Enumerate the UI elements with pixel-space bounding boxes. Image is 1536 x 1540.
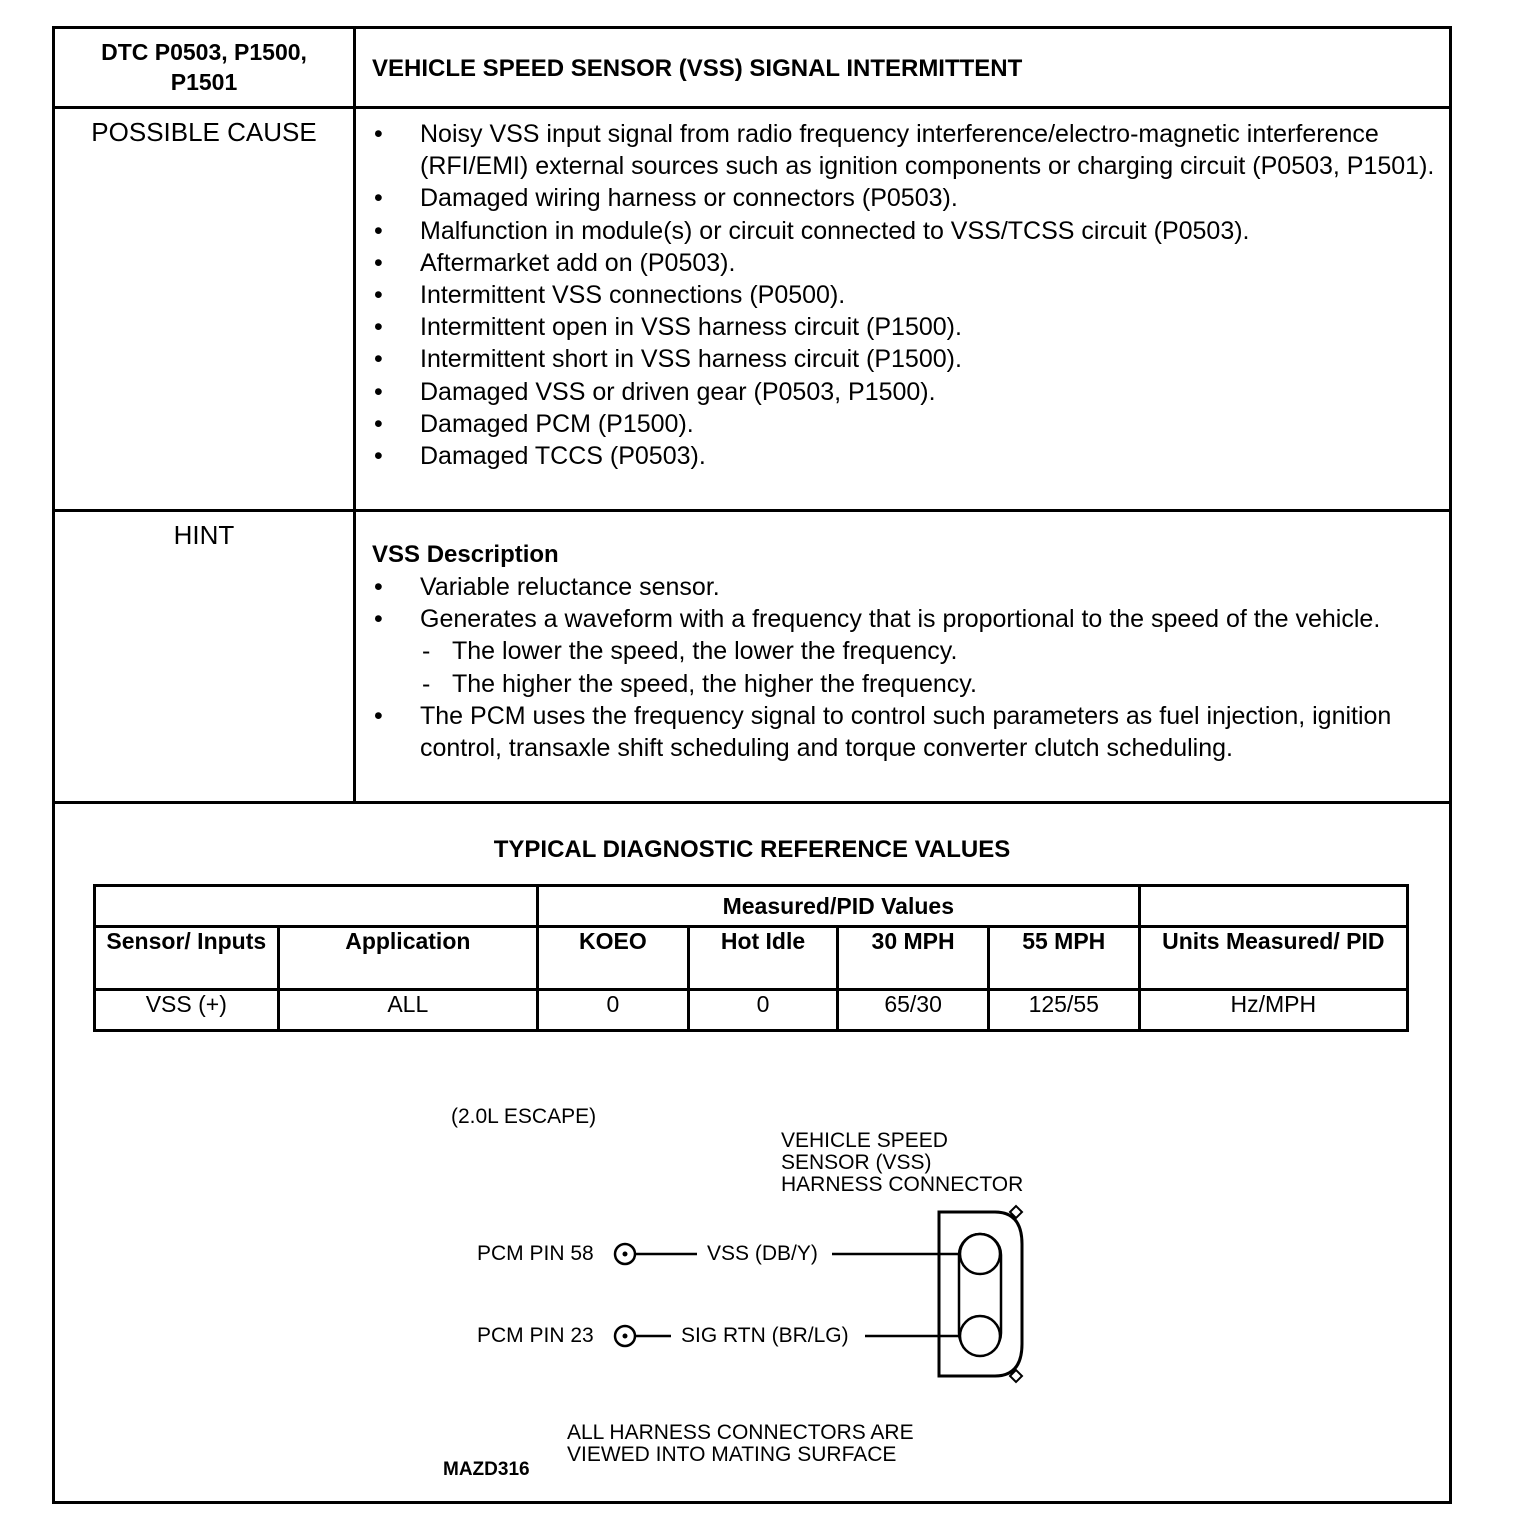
- list-item: • Variable reluctance sensor.: [372, 571, 1449, 603]
- column-header: 30 MPH: [838, 927, 989, 990]
- list-item: • Damaged TCCS (P0503).: [372, 440, 1449, 472]
- column-header: Hot Idle: [688, 927, 838, 990]
- list-item: • Damaged PCM (P1500).: [372, 408, 1449, 440]
- list-item: • Damaged VSS or driven gear (P0503, P1500).: [372, 376, 1449, 408]
- dtc-cell: [55, 29, 356, 106]
- hint-list: [372, 571, 1449, 764]
- list-item-text: Generates a waveform with a frequency that is proportional to the speed of the vehicle.: [420, 605, 1381, 634]
- group-header: Measured/PID Values: [538, 886, 1140, 927]
- sub-list-item: - The higher the speed, the higher the frequency.: [420, 668, 1449, 700]
- table-cell: Hz/MPH: [1139, 990, 1407, 1031]
- column-header: Application: [278, 927, 537, 990]
- header-row: [55, 29, 1449, 109]
- model-label: (2.0L ESCAPE): [451, 1105, 597, 1128]
- sub-list: [420, 635, 1449, 699]
- connector-label-line2: SENSOR (VSS): [781, 1151, 932, 1174]
- table-cell: 125/55: [988, 990, 1139, 1031]
- possible-cause-list: [372, 118, 1449, 472]
- dtc-codes: DTC P0503, P1500, P1501: [101, 39, 307, 95]
- hint-row: [55, 512, 1449, 804]
- table-cell: 0: [688, 990, 838, 1031]
- list-item: • Intermittent VSS connections (P0500).: [372, 279, 1449, 311]
- pin-23-label: PCM PIN 23: [477, 1324, 594, 1347]
- list-item: [372, 603, 1449, 700]
- table-cell: ALL: [278, 990, 537, 1031]
- dtc-table: [52, 26, 1452, 1504]
- connector-pin-icon: [960, 1234, 1000, 1274]
- connector-label-line1: VEHICLE SPEED: [781, 1129, 948, 1152]
- connector-drawing: [55, 804, 1449, 1501]
- column-header: KOEO: [538, 927, 689, 990]
- page-title: VEHICLE SPEED SENSOR (VSS) SIGNAL INTERMITTENT: [372, 55, 1023, 82]
- table-cell: 0: [538, 990, 689, 1031]
- connector-pin-icon: [960, 1316, 1000, 1356]
- list-item: • Intermittent open in VSS harness circuit (P1500).: [372, 311, 1449, 343]
- pin-58-label: PCM PIN 58: [477, 1242, 594, 1265]
- column-header: 55 MPH: [988, 927, 1139, 990]
- column-header: Units Measured/ PID: [1139, 927, 1407, 990]
- note-line2: VIEWED INTO MATING SURFACE: [567, 1443, 897, 1466]
- column-header: Sensor/ Inputs: [95, 927, 279, 990]
- list-item: • The PCM uses the frequency signal to control such parameters as fuel injection, ignition control, transaxle shift scheduling and torque converter clutch scheduling.: [372, 700, 1449, 764]
- vss-description-heading: VSS Description: [372, 541, 559, 568]
- possible-cause-row: [55, 109, 1449, 512]
- sig-rtn-wire-label: SIG RTN (BR/LG): [681, 1324, 849, 1347]
- list-item: • Intermittent short in VSS harness circuit (P1500).: [372, 343, 1449, 375]
- figure-code: MAZD316: [443, 1459, 530, 1480]
- reference-section: [55, 804, 1449, 1501]
- vss-wire-label: VSS (DB/Y): [707, 1242, 818, 1265]
- possible-cause-label: POSSIBLE CAUSE: [91, 117, 317, 147]
- list-item: • Aftermarket add on (P0503).: [372, 247, 1449, 279]
- list-item: • Noisy VSS input signal from radio frequency interference/electro-magnetic interference (RFI/EMI) external sources such as ignition components or charging circuit (P0503, P1501).: [372, 118, 1449, 182]
- hint-label: HINT: [173, 520, 235, 550]
- connector-diagram: [55, 804, 1449, 1501]
- table-cell: VSS (+): [95, 990, 279, 1031]
- reference-title: TYPICAL DIAGNOSTIC REFERENCE VALUES: [493, 836, 1011, 863]
- note-line1: ALL HARNESS CONNECTORS ARE: [567, 1421, 914, 1444]
- table-cell: 65/30: [838, 990, 989, 1031]
- sub-list-item: - The lower the speed, the lower the frequency.: [420, 635, 1449, 667]
- list-item: • Malfunction in module(s) or circuit connected to VSS/TCSS circuit (P0503).: [372, 215, 1449, 247]
- connector-label-line3: HARNESS CONNECTOR: [781, 1173, 1024, 1196]
- list-item: • Damaged wiring harness or connectors (P0503).: [372, 182, 1449, 214]
